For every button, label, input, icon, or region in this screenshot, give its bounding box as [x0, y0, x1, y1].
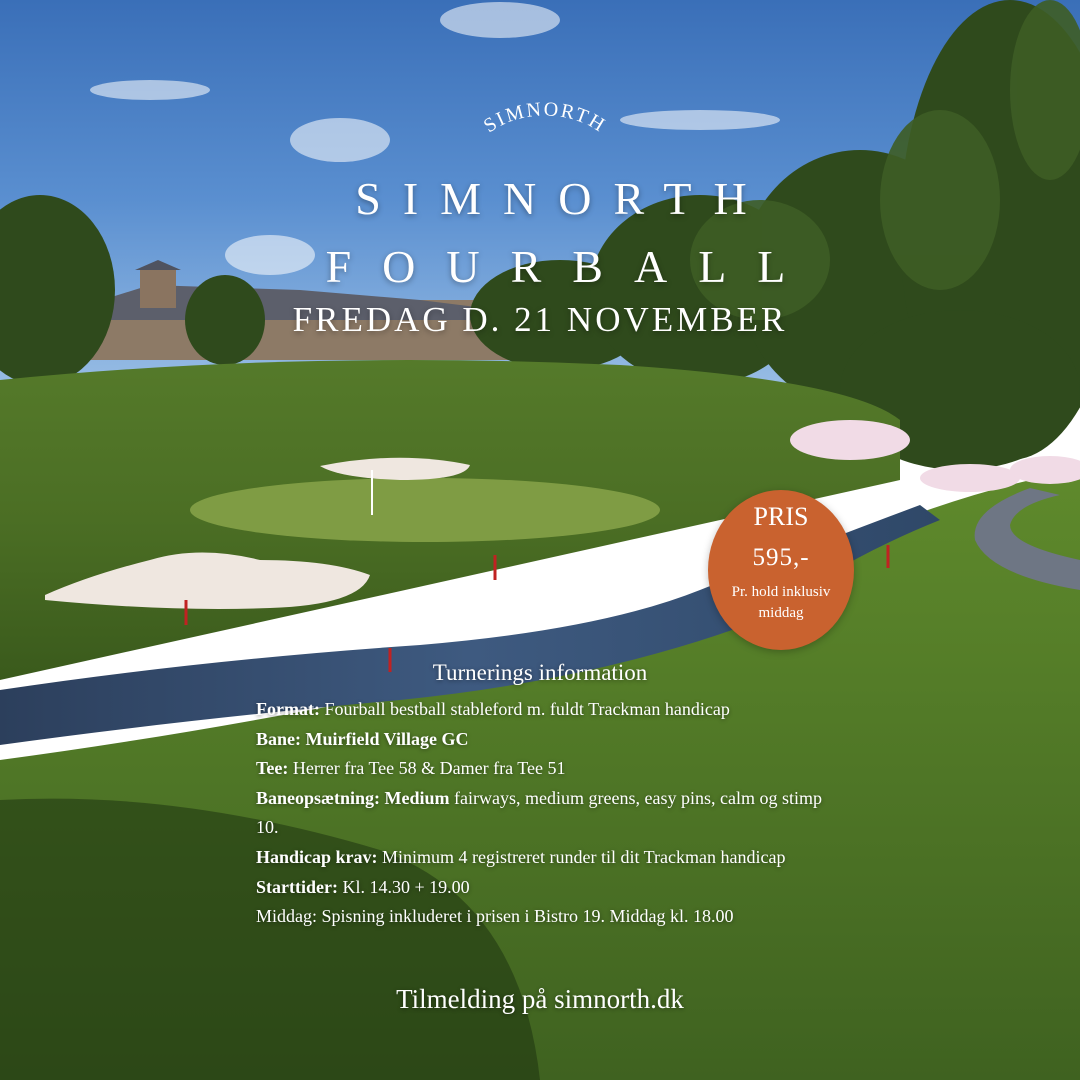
info-row-dinner: Middag: Spisning inkluderet i prisen i Bistro 19. Middag kl. 18.00	[256, 906, 734, 927]
info-row-handicap: Handicap krav: Minimum 4 registreret runder til dit Trackman handicap	[256, 846, 786, 867]
signup-text: Tilmelding på simnorth.dk	[396, 984, 684, 1014]
info-row-starttimes: Starttider: Kl. 14.30 + 19.00	[256, 876, 470, 897]
price-note: Pr. hold inklusiv middag	[731, 584, 831, 621]
logo-arc-text: SIMNORTH	[479, 98, 611, 138]
info-row-course: Bane: Muirfield Village GC	[256, 728, 469, 749]
simnorth-arc-logo	[440, 88, 650, 168]
price-badge	[708, 490, 854, 650]
info-heading: Turnerings information	[432, 660, 648, 685]
event-title-line1: SIMNORTH	[355, 173, 769, 224]
tournament-info	[256, 695, 836, 932]
info-row-format: Format: Fourball bestball stableford m. fuldt Trackman handicap	[256, 699, 730, 719]
svg-text:SIMNORTH	[480, 98, 610, 137]
event-title-line2: FOURBALL	[325, 241, 817, 292]
price-label: PRIS	[753, 502, 809, 531]
event-date: FREDAG D. 21 NOVEMBER	[292, 300, 788, 339]
info-row-tee: Tee: Herrer fra Tee 58 & Damer fra Tee 51	[256, 758, 566, 779]
info-row-setup: Baneopsætning: Medium fairways, medium greens, easy pins, calm og stimp 10.	[256, 787, 822, 838]
price-amount: 595,-	[752, 544, 810, 571]
